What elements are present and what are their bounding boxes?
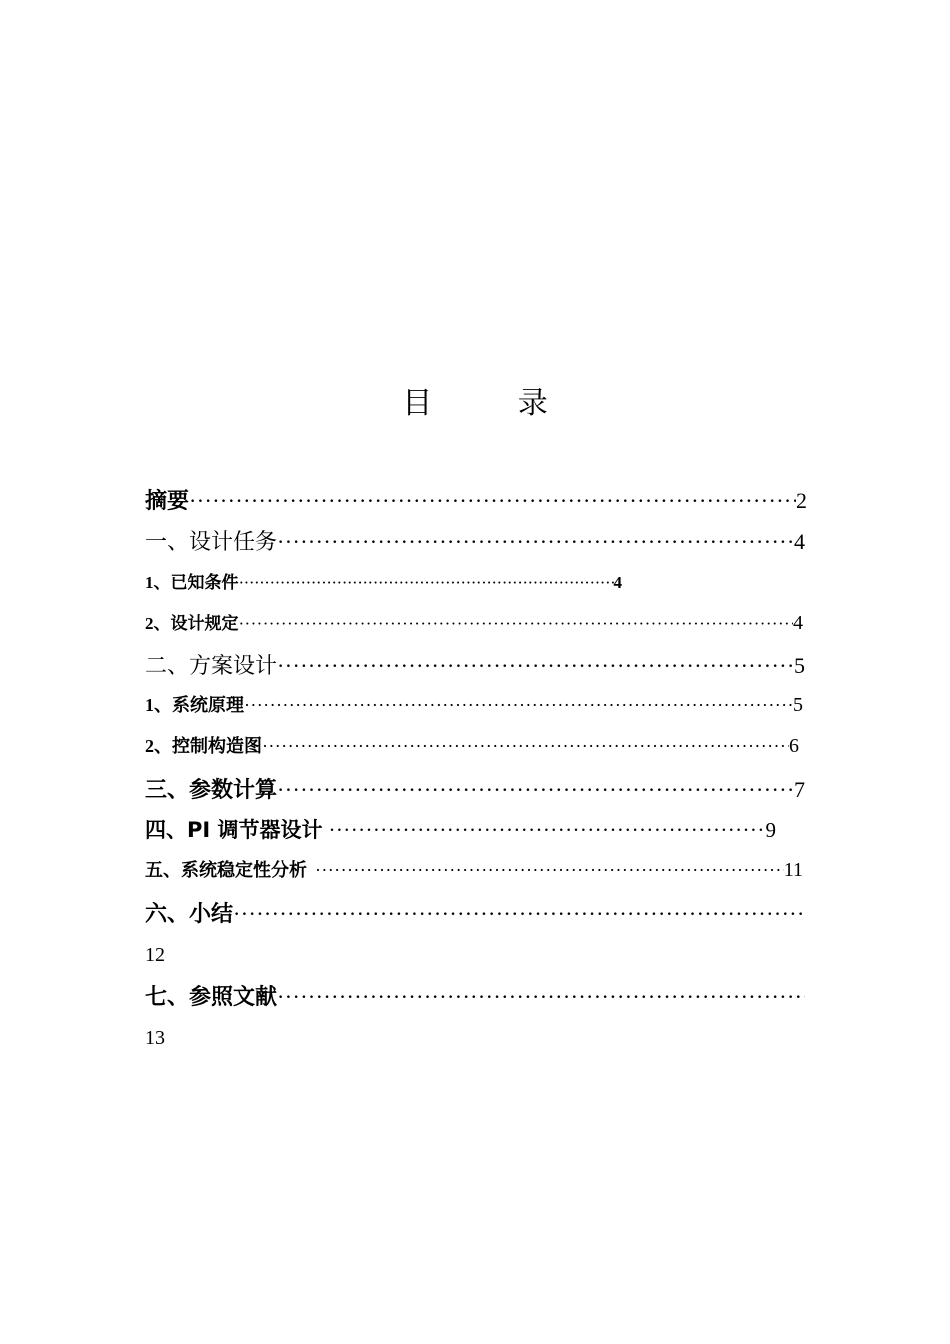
- toc-entry-page: 7: [794, 777, 805, 802]
- toc-entry-page: 4: [613, 573, 622, 592]
- toc-entry-page: 11: [783, 859, 803, 881]
- toc-entry-page: 6: [789, 735, 799, 757]
- toc-title: 目 录: [402, 386, 586, 421]
- toc-entry-label: 三、参数计算: [145, 778, 278, 803]
- toc-entry-section-1-1[interactable]: [145, 568, 622, 608]
- toc-entry-label: 2、设计规定: [145, 614, 239, 634]
- toc-entry-section-1[interactable]: [145, 525, 805, 565]
- toc-leader-dots: [307, 860, 784, 881]
- toc-leader-dots: [239, 614, 794, 634]
- toc-entry-label: 四、PI 调节器设计: [145, 818, 323, 842]
- toc-entry-page: 4: [794, 529, 805, 554]
- toc-entry-section-1-2[interactable]: [145, 609, 803, 649]
- toc-entry-label: 2、控制构造图: [145, 736, 262, 757]
- toc-entry-section-2[interactable]: [145, 649, 805, 689]
- toc-leader-dots: [277, 653, 794, 679]
- toc-entry-section-5[interactable]: [145, 856, 803, 896]
- toc-entry-label: 二、方案设计: [145, 654, 278, 679]
- toc-entry-section-2-2[interactable]: [145, 732, 799, 772]
- toc-entry-section-3[interactable]: [145, 773, 805, 813]
- toc-leader-dots: [277, 529, 794, 555]
- toc-entry-section-7[interactable]: [145, 980, 805, 1020]
- toc-entry-page: 12: [145, 944, 165, 966]
- toc-entry-page: 9: [765, 818, 776, 842]
- toc-entry-abstract[interactable]: [145, 484, 807, 524]
- toc-leader-dots: [189, 488, 796, 514]
- toc-leader-dots: [277, 984, 805, 1010]
- toc-leader-dots: [323, 818, 766, 843]
- toc-entry-section-2-1[interactable]: [145, 691, 803, 731]
- toc-leader-dots: [239, 573, 614, 593]
- toc-entry-label: 一、设计任务: [145, 530, 278, 555]
- toc-entry-page: 2: [796, 488, 807, 513]
- toc-leader-dots: [277, 777, 794, 803]
- toc-entry-page: 4: [793, 612, 803, 634]
- toc-leader-dots: [233, 901, 805, 927]
- toc-entry-page: 5: [794, 653, 805, 678]
- toc-leader-dots: [244, 695, 793, 716]
- toc-entry-section-4[interactable]: [145, 814, 776, 854]
- toc-entry-label: 七、参照文献: [145, 985, 278, 1010]
- toc-entry-label: 五、系统稳定性分析: [145, 860, 307, 881]
- toc-entry-section-6[interactable]: [145, 897, 805, 937]
- toc-leader-dots: [262, 736, 789, 757]
- toc-entry-label: 1、系统原理: [145, 695, 244, 716]
- toc-entry-label: 摘要: [145, 489, 190, 514]
- toc-entry-label: 1、已知条件: [145, 573, 239, 593]
- toc-entry-label: 六、小结: [145, 902, 234, 927]
- toc-entry-page: 5: [793, 694, 803, 716]
- toc-entry-page: 13: [145, 1027, 165, 1049]
